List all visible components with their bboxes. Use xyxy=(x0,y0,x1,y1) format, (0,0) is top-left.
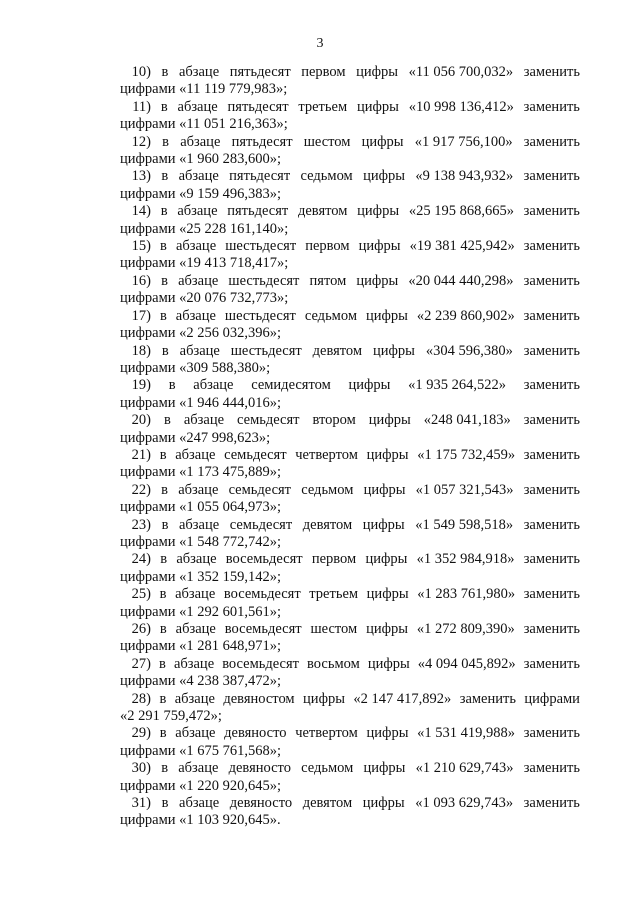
list-item-word: заменить xyxy=(523,621,580,637)
list-item-continuation: цифрами «25 228 161,140»; xyxy=(120,220,289,237)
list-item-word: заменить xyxy=(523,586,580,603)
list-item-first-line xyxy=(120,343,580,360)
list-item-number: 16) xyxy=(131,272,151,289)
list-item-word: заменить xyxy=(523,516,580,533)
list-item-continuation: цифрами «1 946 444,016»; xyxy=(120,394,282,411)
list-item-word: заменить xyxy=(459,690,516,707)
list-item-number: 14) xyxy=(131,203,151,220)
list-item-word: пятьдесят xyxy=(231,133,293,150)
list-item-word: «1 352 984,918» xyxy=(416,551,515,568)
list-item-word: восемьдесят xyxy=(225,551,303,568)
list-item-word: абзаце xyxy=(175,621,216,637)
list-item-word: заменить xyxy=(523,307,580,324)
list-item-word: четвертом xyxy=(295,446,358,463)
list-item-word: пятьдесят xyxy=(229,168,291,185)
list-item-word: цифры xyxy=(372,342,415,359)
list-item-word: семьдесят xyxy=(224,446,287,463)
list-item-first-line xyxy=(120,134,580,151)
list-item-word: девятом xyxy=(297,203,348,220)
list-item-continuation: цифрами «1 352 159,142»; xyxy=(120,568,282,585)
list-item-word: абзаце xyxy=(180,133,221,150)
list-item-first-line xyxy=(120,412,580,429)
list-item-word: абзаце xyxy=(175,446,216,463)
list-item-word: девяносто xyxy=(228,760,291,777)
list-item-number: 23) xyxy=(131,516,151,533)
list-item-continuation: цифрами «247 998,623»; xyxy=(120,429,271,446)
list-item-word: седьмом xyxy=(300,168,353,185)
list-item-number: 27) xyxy=(131,655,151,672)
list-item xyxy=(120,343,580,378)
list-item-first-line xyxy=(120,64,580,81)
list-item-word: шестом xyxy=(310,621,358,637)
list-item-number: 29) xyxy=(131,725,151,742)
list-item-word: цифры xyxy=(303,690,345,707)
list-item-word: в xyxy=(159,690,167,707)
list-item-word: цифры xyxy=(358,238,401,255)
list-item-continuation: цифрами «309 588,380»; xyxy=(120,359,271,376)
list-item-word: заменить xyxy=(523,377,580,394)
list-item xyxy=(120,795,580,830)
list-item-number: 19) xyxy=(131,377,151,394)
list-item-word: семьдесят xyxy=(237,412,300,429)
list-item-number: 20) xyxy=(131,412,151,429)
list-item-word: «1 917 756,100» xyxy=(414,133,513,150)
list-item-word: абзаце xyxy=(175,238,217,255)
list-item-word: цифры xyxy=(366,621,409,637)
list-item xyxy=(120,725,580,760)
list-item-word: «1 093 629,743» xyxy=(415,795,514,812)
list-item-word: «20 044 440,298» xyxy=(408,272,514,289)
list-item-word: цифры xyxy=(365,307,408,324)
list-item-word: в xyxy=(160,551,168,568)
list-item-word: девятом xyxy=(302,516,353,533)
list-item-word: девяностом xyxy=(223,690,295,707)
list-item-word: в xyxy=(159,725,167,742)
list-item-word: заменить xyxy=(523,446,580,463)
list-item-word: заменить xyxy=(523,272,580,289)
list-item-word: заменить xyxy=(523,412,580,429)
list-item-first-line xyxy=(120,168,580,185)
list-item-first-line xyxy=(120,725,580,742)
list-item-number: 22) xyxy=(131,481,151,498)
list-item-word: «304 596,380» xyxy=(425,342,513,359)
list-item-word: цифры xyxy=(356,64,399,80)
list-item-word: заменить xyxy=(523,551,580,568)
list-item-continuation: цифрами «1 548 772,742»; xyxy=(120,533,282,550)
list-item-word: цифры xyxy=(363,168,406,185)
list-item-number: 31) xyxy=(131,795,151,812)
list-item xyxy=(120,621,580,656)
list-item-first-line xyxy=(120,482,580,499)
list-item-continuation: цифрами «1 960 283,600»; xyxy=(120,151,282,168)
list-item-word: в xyxy=(161,64,169,80)
list-item-word: в xyxy=(161,272,168,289)
list-item-word: цифры xyxy=(367,655,410,672)
list-item-word: «10 998 136,412» xyxy=(408,98,514,115)
list-item-first-line xyxy=(120,656,580,673)
list-item-word: абзаце xyxy=(177,98,218,115)
list-item-word: пятом xyxy=(309,272,347,289)
list-item-word: абзаце xyxy=(179,342,220,359)
list-item-word: цифры xyxy=(366,586,409,603)
list-item-word: заменить xyxy=(523,760,580,777)
list-item-word: абзаце xyxy=(178,760,219,777)
list-item-word: «4 094 045,892» xyxy=(417,655,516,672)
list-item-word: цифры xyxy=(363,760,406,777)
list-item-continuation: цифрами «1 675 761,568»; xyxy=(120,742,282,759)
list-item-first-line xyxy=(120,308,580,325)
list-item-word: «1 057 321,543» xyxy=(415,481,514,498)
list-item-word: восемьдесят xyxy=(222,655,299,672)
list-item-word: абзаце xyxy=(174,690,215,707)
list-item-word: абзаце xyxy=(178,64,220,80)
list-item xyxy=(120,586,580,621)
list-item-first-line xyxy=(120,551,580,568)
list-item-first-line xyxy=(120,691,580,708)
list-item-word: пятьдесят xyxy=(229,64,291,80)
list-item-word: абзаце xyxy=(175,307,216,324)
list-item-continuation: цифрами «1 055 064,973»; xyxy=(120,499,282,516)
list-item-continuation: цифрами «1 173 475,889»; xyxy=(120,464,282,481)
list-item-word: цифры xyxy=(368,412,411,429)
list-item-word: в xyxy=(164,412,171,429)
list-item-number: 28) xyxy=(131,690,151,707)
list-item xyxy=(120,99,580,134)
list-item-word: абзаце xyxy=(178,481,219,498)
list-item-word: цифры xyxy=(366,446,409,463)
list-item-first-line xyxy=(120,586,580,603)
list-item-word: заменить xyxy=(523,203,580,220)
list-item-word: «1 175 732,459» xyxy=(417,446,516,463)
list-item-word: цифры xyxy=(357,203,400,220)
list-item-word: семидесятом xyxy=(251,377,331,394)
list-item-word: в xyxy=(159,307,167,324)
list-item-word: цифры xyxy=(348,377,391,394)
list-item-number: 18) xyxy=(131,342,151,359)
list-item-word: абзаце xyxy=(193,377,234,394)
list-item xyxy=(120,308,580,343)
list-item-word: в xyxy=(159,655,166,672)
list-item-first-line xyxy=(120,517,580,534)
list-item-word: первом xyxy=(305,238,350,255)
list-item-word: «1 935 264,522» xyxy=(408,377,506,394)
list-item-word: в xyxy=(161,481,169,498)
list-item xyxy=(120,691,580,726)
list-item-continuation: цифрами «11 051 216,363»; xyxy=(120,116,288,133)
list-item-continuation: цифрами «20 076 732,773»; xyxy=(120,290,289,307)
list-item-first-line xyxy=(120,795,580,812)
list-item xyxy=(120,238,580,273)
list-item-word: третьем xyxy=(309,586,359,603)
list-item-word: девятом xyxy=(312,342,363,359)
list-item-word: заменить xyxy=(523,98,580,115)
list-item-word: «248 041,183» xyxy=(423,412,511,429)
list-item-word: «9 138 943,932» xyxy=(415,168,514,185)
list-item-number: 10) xyxy=(131,64,151,80)
list-item-word: цифры xyxy=(363,481,406,498)
list-item-word: абзаце xyxy=(183,412,225,429)
list-item-word: цифры xyxy=(362,795,405,812)
list-item xyxy=(120,656,580,691)
list-item xyxy=(120,377,580,412)
list-item-word: в xyxy=(168,377,176,394)
list-item-word: заменить xyxy=(523,133,580,150)
list-item-word: шестьдесят xyxy=(230,342,302,359)
list-item-word: «11 056 700,032» xyxy=(408,64,514,80)
list-item-first-line xyxy=(120,760,580,777)
list-item-word: в xyxy=(161,795,169,812)
list-item-word: заменить xyxy=(523,481,580,498)
list-item-word: в xyxy=(160,98,168,115)
list-item-continuation: цифрами «1 103 920,645». xyxy=(120,812,281,829)
list-item-number: 13) xyxy=(131,168,151,185)
list-item-first-line xyxy=(120,621,580,638)
list-item-word: девяносто xyxy=(229,795,293,812)
list-item xyxy=(120,64,580,99)
list-item-word: шестьдесят xyxy=(225,238,297,255)
list-item-word: заменить xyxy=(523,238,580,255)
list-item-word: цифры xyxy=(365,551,408,568)
list-item-word: в xyxy=(160,238,167,255)
list-item-word: заменить xyxy=(523,64,580,80)
list-item-word: восемьдесят xyxy=(224,621,302,637)
list-item-continuation: цифрами «11 119 779,983»; xyxy=(120,81,288,98)
list-item-continuation: цифрами «19 413 718,417»; xyxy=(120,255,289,272)
list-item-first-line xyxy=(120,273,580,290)
list-item-word: цифры xyxy=(361,133,404,150)
list-item-word: заменить xyxy=(523,342,580,359)
list-item-number: 21) xyxy=(131,446,151,463)
list-item-word: цифры xyxy=(356,272,399,289)
list-item xyxy=(120,482,580,517)
list-item-continuation: «2 291 759,472»; xyxy=(120,708,222,725)
list-item xyxy=(120,168,580,203)
list-item-word: в xyxy=(161,516,169,533)
list-item-word: седьмом xyxy=(301,760,354,777)
list-item xyxy=(120,203,580,238)
list-item-word: шестом xyxy=(303,133,351,150)
list-item xyxy=(120,134,580,169)
list-item-word: «2 147 417,892» xyxy=(353,690,452,707)
list-item-word: цифры xyxy=(362,516,405,533)
list-item-word: абзаце xyxy=(177,203,218,220)
list-item-word: «1 272 809,390» xyxy=(416,621,515,637)
list-item-word: заменить xyxy=(523,655,580,672)
list-item-word: третьем xyxy=(298,98,348,115)
list-item-word: заменить xyxy=(523,725,580,742)
list-item-word: «1 549 598,518» xyxy=(415,516,514,533)
list-item-word: седьмом xyxy=(301,481,354,498)
list-item-word: седьмом xyxy=(304,307,358,324)
list-item-word: в xyxy=(159,446,167,463)
list-item-number: 15) xyxy=(131,238,151,255)
list-item-word: в xyxy=(162,133,170,150)
list-item-word: в xyxy=(159,586,167,603)
list-item-word: абзаце xyxy=(176,551,217,568)
list-item-number: 17) xyxy=(131,307,151,324)
list-item xyxy=(120,273,580,308)
list-item-continuation: цифрами «2 256 032,396»; xyxy=(120,325,282,342)
list-item-word: пятьдесят xyxy=(227,203,289,220)
list-item-word: абзаце xyxy=(175,725,216,742)
list-item-continuation: цифрами «9 159 496,383»; xyxy=(120,185,282,202)
list-item-word: «1 210 629,743» xyxy=(415,760,514,777)
list-item-word: в xyxy=(161,168,169,185)
list-item xyxy=(120,447,580,482)
list-item-word: четвертом xyxy=(295,725,358,742)
list-item-word: в xyxy=(161,342,169,359)
list-item-word: цифрами xyxy=(524,690,580,707)
list-item-word: в xyxy=(159,621,167,637)
list-item-word: первом xyxy=(311,551,357,568)
list-item-word: первом xyxy=(301,64,346,80)
list-item-word: абзаце xyxy=(178,516,220,533)
list-item-first-line xyxy=(120,99,580,116)
list-item-number: 26) xyxy=(131,621,151,637)
list-item-word: заменить xyxy=(523,168,580,185)
list-item-word: абзаце xyxy=(179,795,220,812)
list-item-number: 25) xyxy=(131,586,151,603)
list-item-word: «2 239 860,902» xyxy=(416,307,515,324)
list-item-word: восьмом xyxy=(307,655,360,672)
list-item-word: девяносто xyxy=(224,725,287,742)
list-item-number: 12) xyxy=(131,133,151,150)
list-item-continuation: цифрами «1 220 920,645»; xyxy=(120,777,282,794)
page-number: 3 xyxy=(316,36,324,51)
list-item-first-line xyxy=(120,203,580,220)
list-item-word: восемьдесят xyxy=(223,586,301,603)
list-item-word: семьдесят xyxy=(229,516,293,533)
list-item-word: заменить xyxy=(523,795,580,812)
list-item-word: пятьдесят xyxy=(227,98,289,115)
list-item-number: 30) xyxy=(131,760,151,777)
list-item-word: абзаце xyxy=(175,586,216,603)
list-item xyxy=(120,551,580,586)
list-item-word: цифры xyxy=(356,98,399,115)
amendment-list xyxy=(120,64,580,830)
list-item-number: 11) xyxy=(132,98,151,115)
list-item-word: абзаце xyxy=(178,272,219,289)
list-item-word: шестьдесят xyxy=(224,307,296,324)
list-item-word: «1 531 419,988» xyxy=(417,725,516,742)
list-item xyxy=(120,517,580,552)
list-item-word: девятом xyxy=(302,795,353,812)
list-item-word: «1 283 761,980» xyxy=(417,586,516,603)
list-item xyxy=(120,412,580,447)
list-item-first-line xyxy=(120,238,580,255)
list-item-first-line xyxy=(120,447,580,464)
list-item-word: шестьдесят xyxy=(228,272,300,289)
list-item-first-line xyxy=(120,377,580,394)
list-item-word: семьдесят xyxy=(228,481,292,498)
list-item-word: абзаце xyxy=(173,655,215,672)
list-item-continuation: цифрами «1 281 648,971»; xyxy=(120,638,282,655)
list-item-continuation: цифрами «4 238 387,472»; xyxy=(120,673,282,690)
list-item-number: 24) xyxy=(131,551,151,568)
list-item-continuation: цифрами «1 292 601,561»; xyxy=(120,603,282,620)
list-item-word: абзаце xyxy=(178,168,219,185)
list-item-word: в xyxy=(160,203,168,220)
list-item-word: «25 195 868,665» xyxy=(408,203,514,220)
list-item-word: в xyxy=(161,760,169,777)
list-item xyxy=(120,760,580,795)
list-item-word: втором xyxy=(312,412,356,429)
list-item-word: цифры xyxy=(366,725,409,742)
list-item-word: «19 381 425,942» xyxy=(409,238,515,255)
